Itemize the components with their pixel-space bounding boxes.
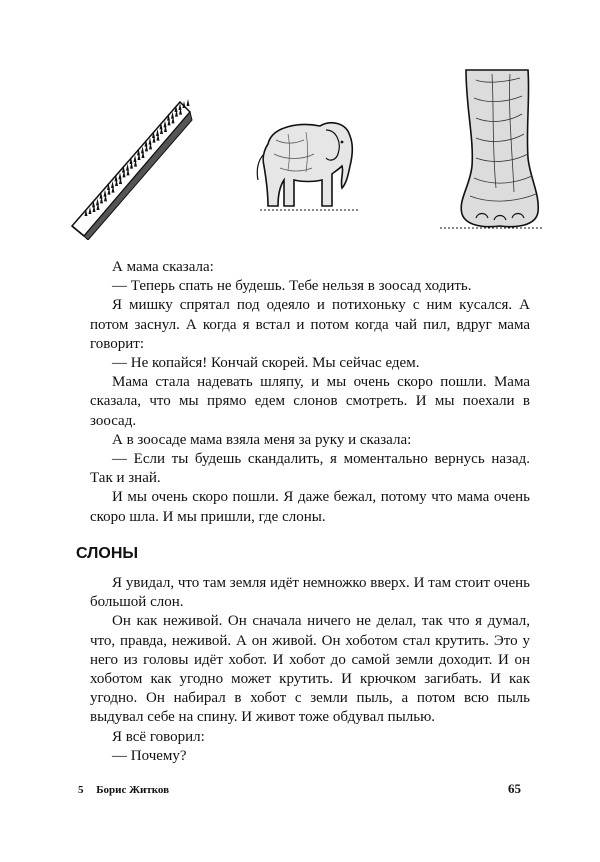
paragraph: А мама сказала:: [112, 259, 214, 275]
illustrations-row: [0, 0, 600, 250]
paragraph: Он как неживой. Он сначала ничего не делал, так что я думал, что, правда, неживой. А он живой. Он хоботом стал крутить. Это у него из головы идёт хобот. И хобот до самой земли доходит. И он хоботом как угодно может крутить. И крючком загибать. И как угодно. Он набирал в хобот с земли пыль, а потом всю пыль выдувал себе на спину. И живот тоже обдувал пылью.: [90, 613, 530, 726]
paragraph: Мама стала надевать шляпу, и мы очень скоро пошли. Мама сказала, что мы прямо едем слонов смотреть. И мы поехали в зоосад.: [90, 374, 530, 429]
paragraph: И мы очень скоро пошли. Я даже бежал, потому что мама очень скоро шла. И мы пришли, где слоны.: [90, 489, 530, 525]
spike: [187, 99, 190, 106]
section-title: СЛОНЫ: [76, 545, 139, 562]
author-name: Борис Житков: [96, 784, 170, 796]
page-number: 65: [508, 781, 521, 796]
paragraph: Я всё говорил:: [112, 728, 205, 745]
signature-number: 5: [78, 784, 84, 796]
spiked-board-icon: [62, 98, 194, 240]
story-text-bottom: [90, 574, 530, 766]
elephant-icon: [250, 114, 368, 214]
paragraph: А в зоосаде мама взяла меня за руку и сказала:: [112, 431, 412, 448]
paragraph: — Почему?: [112, 747, 187, 764]
story-text-top: [90, 258, 530, 527]
paragraph: — Не копайся! Кончай скорей. Мы сейчас едем.: [112, 355, 420, 372]
paragraph: Я мишку спрятал под одеяло и потихоньку с ним кусался. А потом заснул. А когда я встал и потом когда чай пил, вдруг мама говорит:: [90, 297, 530, 352]
paragraph: — Если ты будешь скандалить, я моментально вернусь назад. Так и знай.: [90, 451, 530, 487]
paragraph: — Теперь спать не будешь. Тебе нельзя в зоосад ходить.: [112, 278, 472, 295]
elephant-leg-icon: [436, 68, 546, 232]
paragraph: Я увидал, что там земля идёт немножко вверх. И там стоит очень большой слон.: [90, 575, 530, 611]
page-footer: [78, 784, 179, 796]
